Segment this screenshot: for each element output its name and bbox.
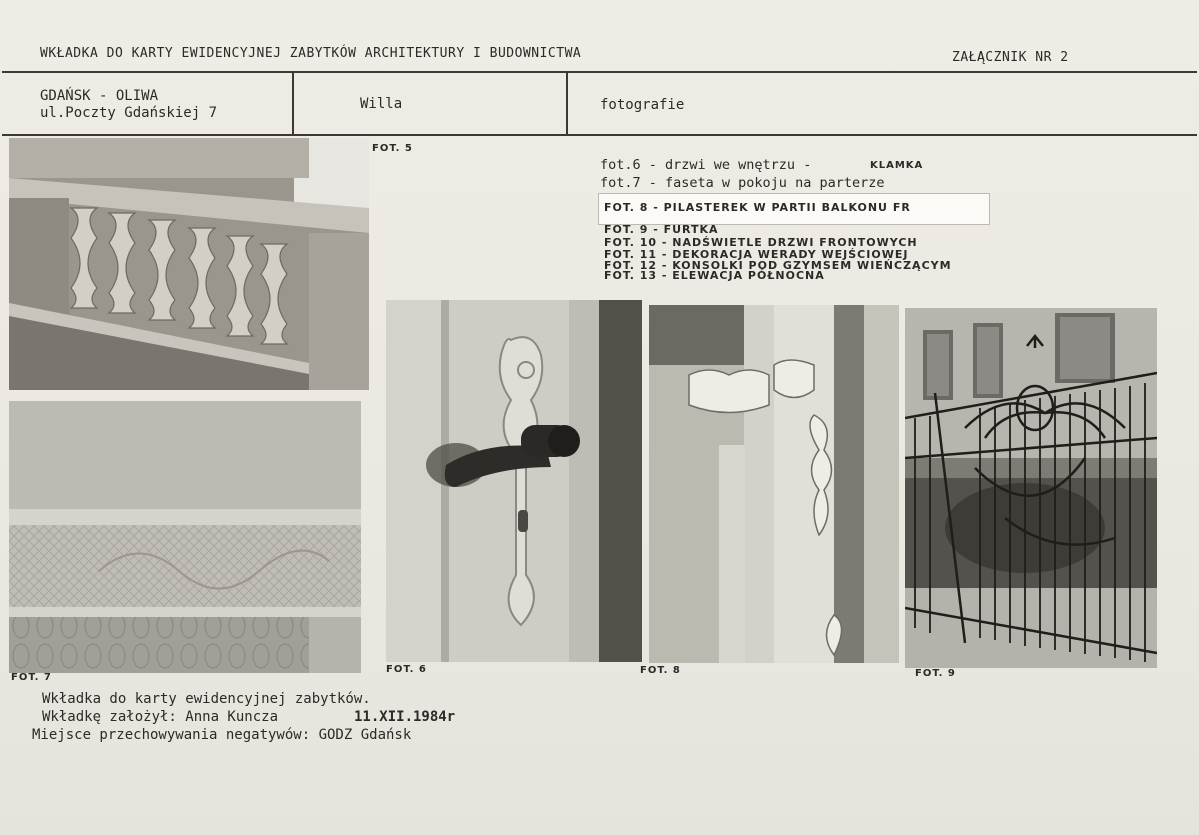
photo-label-fot5: FOT. 5 [372,143,413,154]
location-city: GDAŃSK - OLIWA [40,88,159,104]
document-title: WKŁADKA DO KARTY EWIDENCYJNEJ ZABYTKÓW ARCHITEKTURY I BUDOWNICTWA [40,46,582,61]
footer-date: 11.XII.1984r [354,709,456,725]
section-name: fotografie [600,97,685,113]
table-top-rule [2,71,1197,73]
footer-author: Wkładkę założył: Anna Kuncza [42,709,279,725]
photo-label-fot8: FOT. 8 [640,665,681,676]
table-divider-2 [566,72,568,134]
photo-label-fot9: FOT. 9 [915,668,956,679]
caption-fot10: FOT. 10 - NADŚWIETLE DRZWI FRONTOWYCH [604,236,918,249]
object-type: Willa [360,96,403,112]
annex-number: ZAŁĄCZNIK NR 2 [952,50,1069,65]
caption-fot13: FOT. 13 - ELEWACJA PÓŁNOCNA [604,269,825,282]
caption-fot7: fot.7 - faseta w pokoju na parterze [600,175,885,191]
table-bottom-rule [2,134,1197,136]
footer-storage: Miejsce przechowywania negatywów: GODZ Gdańsk [32,727,412,743]
caption-fot6-handwritten: KLAMKA [870,160,924,171]
location-street: ul.Poczty Gdańskiej 7 [40,105,218,121]
photo-cornice-frieze [9,401,361,673]
photo-door-handle [386,300,642,662]
table-divider-1 [292,72,294,134]
caption-fot12: FOT. 12 - KONSOLKI POD GZYMSEM WIEŃCZĄCYM [604,259,952,272]
photo-label-fot7: FOT. 7 [11,672,52,683]
caption-fot9: FOT. 9 - FURTKA [604,223,719,236]
caption-fot6: fot.6 - drzwi we wnętrzu - [600,157,812,173]
caption-fot11: FOT. 11 - DEKORACJA WERADY WEJŚCIOWEJ [604,248,909,261]
photo-balustrade [9,138,369,390]
caption-fot8: FOT. 8 - PILASTEREK W PARTII BALKONU FR [604,201,911,214]
photo-wrought-iron-gate [905,308,1157,668]
photo-pilaster [649,305,899,663]
photo-label-fot6: FOT. 6 [386,664,427,675]
footer-note: Wkładka do karty ewidencyjnej zabytków. [42,691,371,707]
